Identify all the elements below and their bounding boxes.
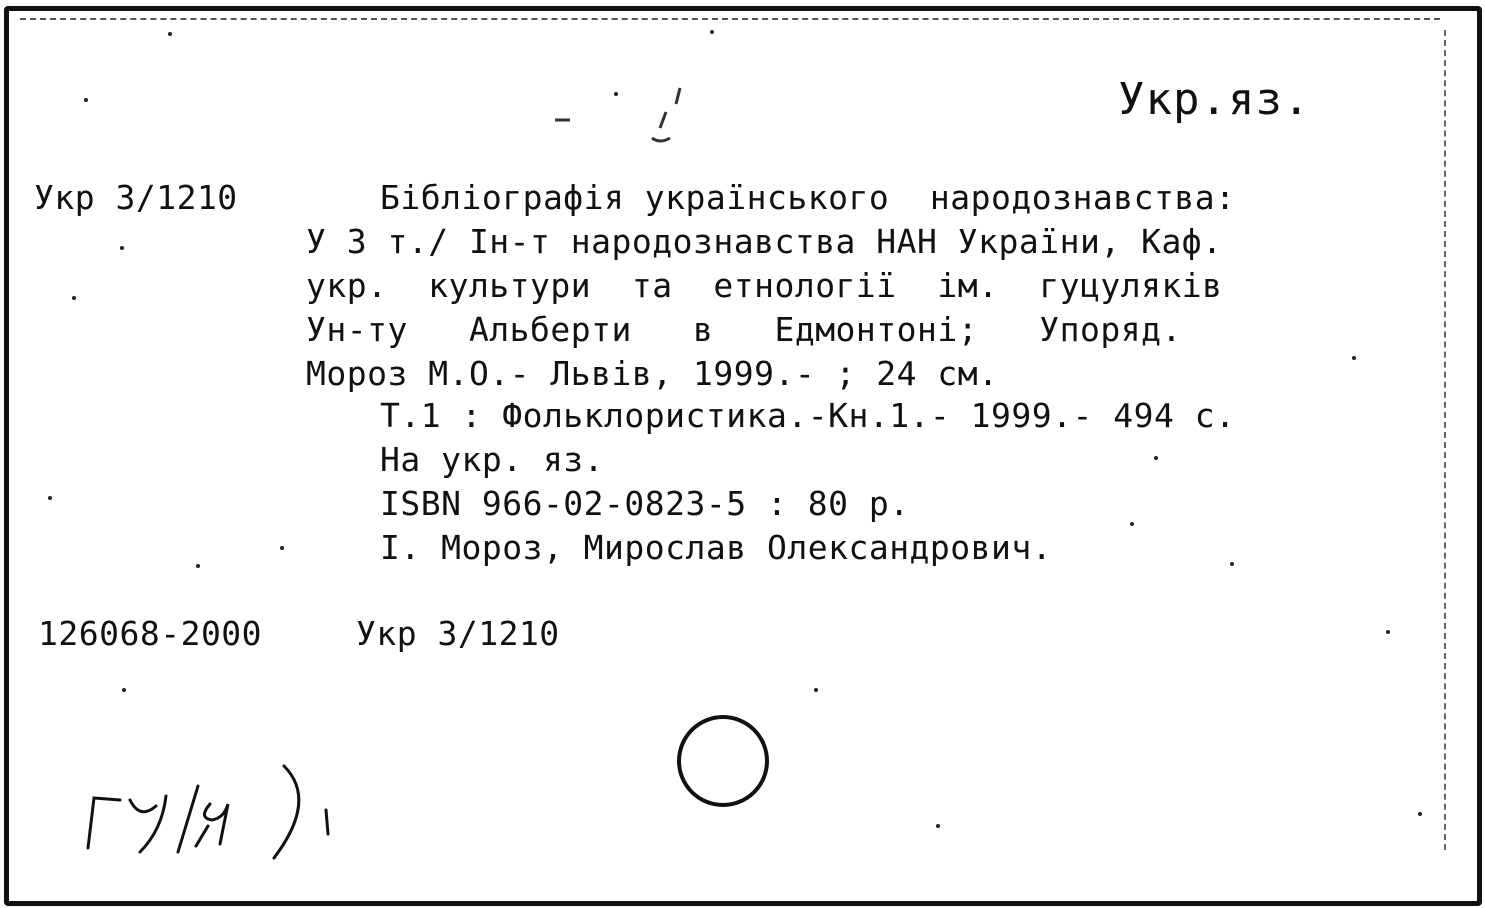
inventory-call-number: Укр 3/1210	[356, 614, 560, 653]
paper-speck	[814, 688, 818, 692]
title-line-5: Мороз М.О.- Львів, 1999.- ; 24 см.	[306, 354, 999, 393]
paper-speck	[72, 296, 76, 300]
section-label: Укр.яз.	[1118, 74, 1311, 125]
paper-speck	[84, 98, 88, 102]
paper-speck	[168, 32, 172, 36]
title-line-1: Бібліографія українського народознавства:	[380, 178, 1236, 217]
title-line-2: У 3 т./ Ін-т народознавства НАН України, Каф.	[306, 222, 1223, 261]
inventory-number: 126068-2000	[38, 614, 263, 653]
paper-speck	[1386, 630, 1390, 634]
pencil-scribble-mark	[540, 80, 700, 150]
paper-speck	[710, 30, 714, 34]
language-line: На укр. яз.	[380, 440, 605, 479]
added-entry-line: І. Мороз, Мирослав Олександрович.	[380, 528, 1053, 567]
punch-hole-icon	[677, 715, 769, 807]
paper-speck	[614, 92, 618, 96]
volume-line: Т.1 : Фольклористика.-Кн.1.- 1999.- 494 с.	[380, 396, 1236, 435]
paper-speck	[1154, 456, 1158, 460]
paper-speck	[196, 564, 200, 568]
isbn-line: ISBN 966-02-0823-5 : 80 р.	[380, 484, 910, 523]
top-dashed-border	[20, 18, 1440, 20]
right-dashed-border	[1444, 30, 1446, 850]
paper-speck	[280, 546, 284, 550]
paper-speck	[936, 824, 940, 828]
paper-speck	[1230, 562, 1234, 566]
call-number: Укр 3/1210	[34, 178, 238, 217]
paper-speck	[1418, 812, 1422, 816]
paper-speck	[120, 246, 124, 250]
paper-speck	[1130, 522, 1134, 526]
paper-speck	[122, 688, 126, 692]
handwritten-note	[78, 760, 338, 870]
title-line-4: Ун-ту Альберти в Едмонтоні; Упоряд.	[306, 310, 1182, 349]
paper-speck	[1352, 356, 1356, 360]
title-line-3: укр. культури та етнології ім. гуцуляків	[306, 266, 1223, 305]
paper-speck	[48, 496, 52, 500]
